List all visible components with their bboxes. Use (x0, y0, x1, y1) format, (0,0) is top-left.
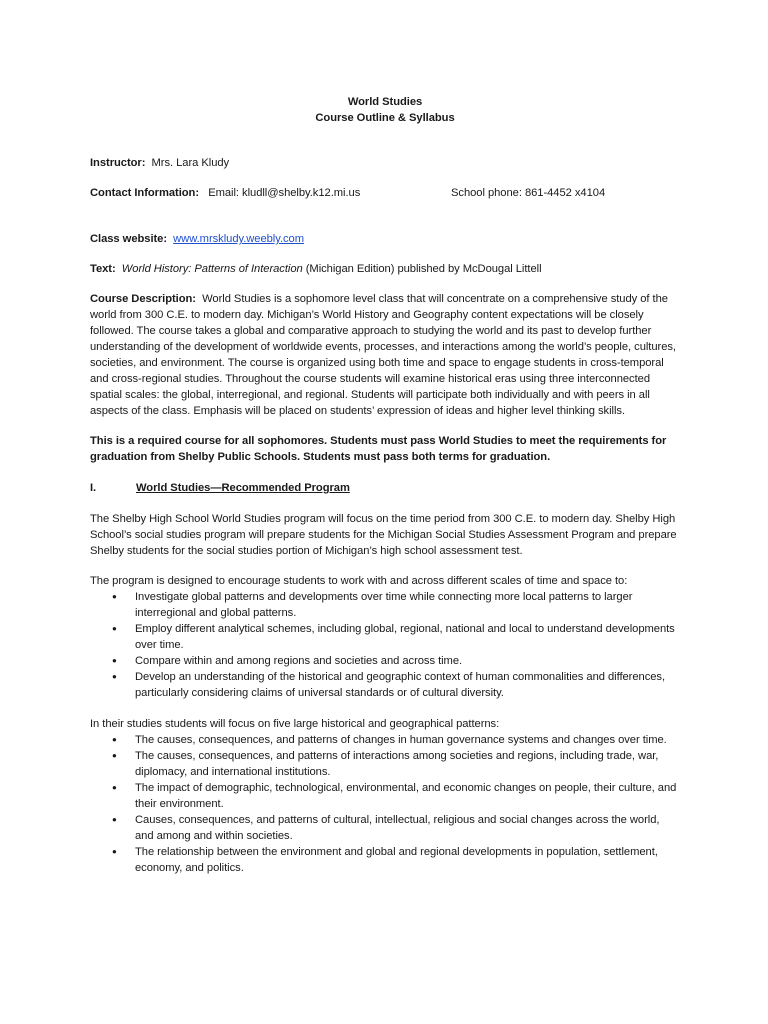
list-item: ● The impact of demographic, technological, environmental, and economic changes on people, their culture, and their environment. (90, 780, 680, 812)
contact-email: Email: kludll@shelby.k12.mi.us (208, 187, 361, 199)
list-item: ● Causes, consequences, and patterns of cultural, intellectual, religious and social changes across the world, and among and within societies. (90, 812, 680, 844)
program-goals-list (90, 589, 680, 701)
website-label: Class website: (90, 233, 168, 245)
program-lead: The program is designed to encourage students to work with and across different scales of time and space to: (90, 575, 628, 587)
patterns-lead: In their studies students will focus on five large historical and geographical patterns: (90, 718, 500, 730)
requirement-notice: This is a required course for all sophomores. Students must pass World Studies to meet the requirements for graduation from Shelby Public Schools. Students must pass both terms for graduation. (90, 435, 667, 463)
document-subtitle: Course Outline & Syllabus (315, 112, 455, 124)
list-item: ● The causes, consequences, and patterns of changes in human governance systems and changes over time. (90, 732, 680, 748)
description-label: Course Description: (90, 293, 196, 305)
contact-label: Contact Information: (90, 187, 200, 199)
instructor-label: Instructor: (90, 157, 146, 169)
list-item: ● The causes, consequences, and patterns of interactions among societies and regions, including trade, war, diplomacy, and international institutions. (90, 748, 680, 780)
syllabus-body (90, 94, 680, 876)
section-heading (90, 480, 680, 496)
patterns-list (90, 732, 680, 876)
website-line (90, 231, 680, 247)
contact-phone: School phone: 861-4452 x4104 (451, 187, 606, 199)
list-item: ● The relationship between the environment and global and regional developments in population, settlement, economy, and politics. (90, 844, 680, 876)
list-item: ● Compare within and among regions and societies and across time. (90, 653, 680, 669)
section-title: World Studies—Recommended Program (136, 482, 350, 494)
list-item: ● Develop an understanding of the historical and geographic context of human commonalities and differences, particularly considering claims of universal standards or of cultural diversity. (90, 669, 680, 701)
list-item: ● Employ different analytical schemes, including global, regional, national and local to understand developments over time. (90, 621, 680, 653)
title-block (90, 94, 680, 126)
contact-left (90, 185, 451, 201)
textbook-title: World History: Patterns of Interaction (121, 263, 303, 275)
course-description (90, 291, 680, 419)
textbook-label: Text: (90, 263, 116, 275)
instructor-name: Mrs. Lara Kludy (151, 157, 230, 169)
program-intro: The Shelby High School World Studies program will focus on the time period from 300 C.E. to modern day. Shelby High School’s social studies program will prepare students for the Michigan Social Studies Assessment Program and prepare Shelby students for the social studies portion of Michigan’s high school assessment test. (90, 513, 677, 557)
website-link[interactable]: www.mrskludy.weebly.com (173, 233, 305, 245)
list-item: ● Investigate global patterns and developments over time while connecting more local patterns to larger interregional and global patterns. (90, 589, 680, 621)
instructor-line (90, 155, 680, 171)
textbook-line (90, 261, 680, 277)
document-title: World Studies (347, 96, 423, 108)
section-number: I. (90, 482, 97, 494)
textbook-details: (Michigan Edition) published by McDougal Littell (302, 263, 542, 275)
description-text: World Studies is a sophomore level class that will concentrate on a comprehensive study of the world from 300 C.E. to modern day. Michigan’s World History and Geography content expectations will be closely followed. The course takes a global and comparative approach to studying the world and its past to develop further understanding of the development of worldwide events, processes, and interactions among the world’s people, cultures, societies, and environment. The course is organized using both time and space to engage students in cross-temporal and cross-regional studies. Throughout the course students will examine historical eras using three interconnected spatial scales: the global, interregional, and regional. Students will participate both individually and with peers in all aspects of the class. Emphasis will be placed on students’ expression of ideas and higher level thinking skills. (90, 293, 676, 417)
contact-line (90, 185, 680, 201)
